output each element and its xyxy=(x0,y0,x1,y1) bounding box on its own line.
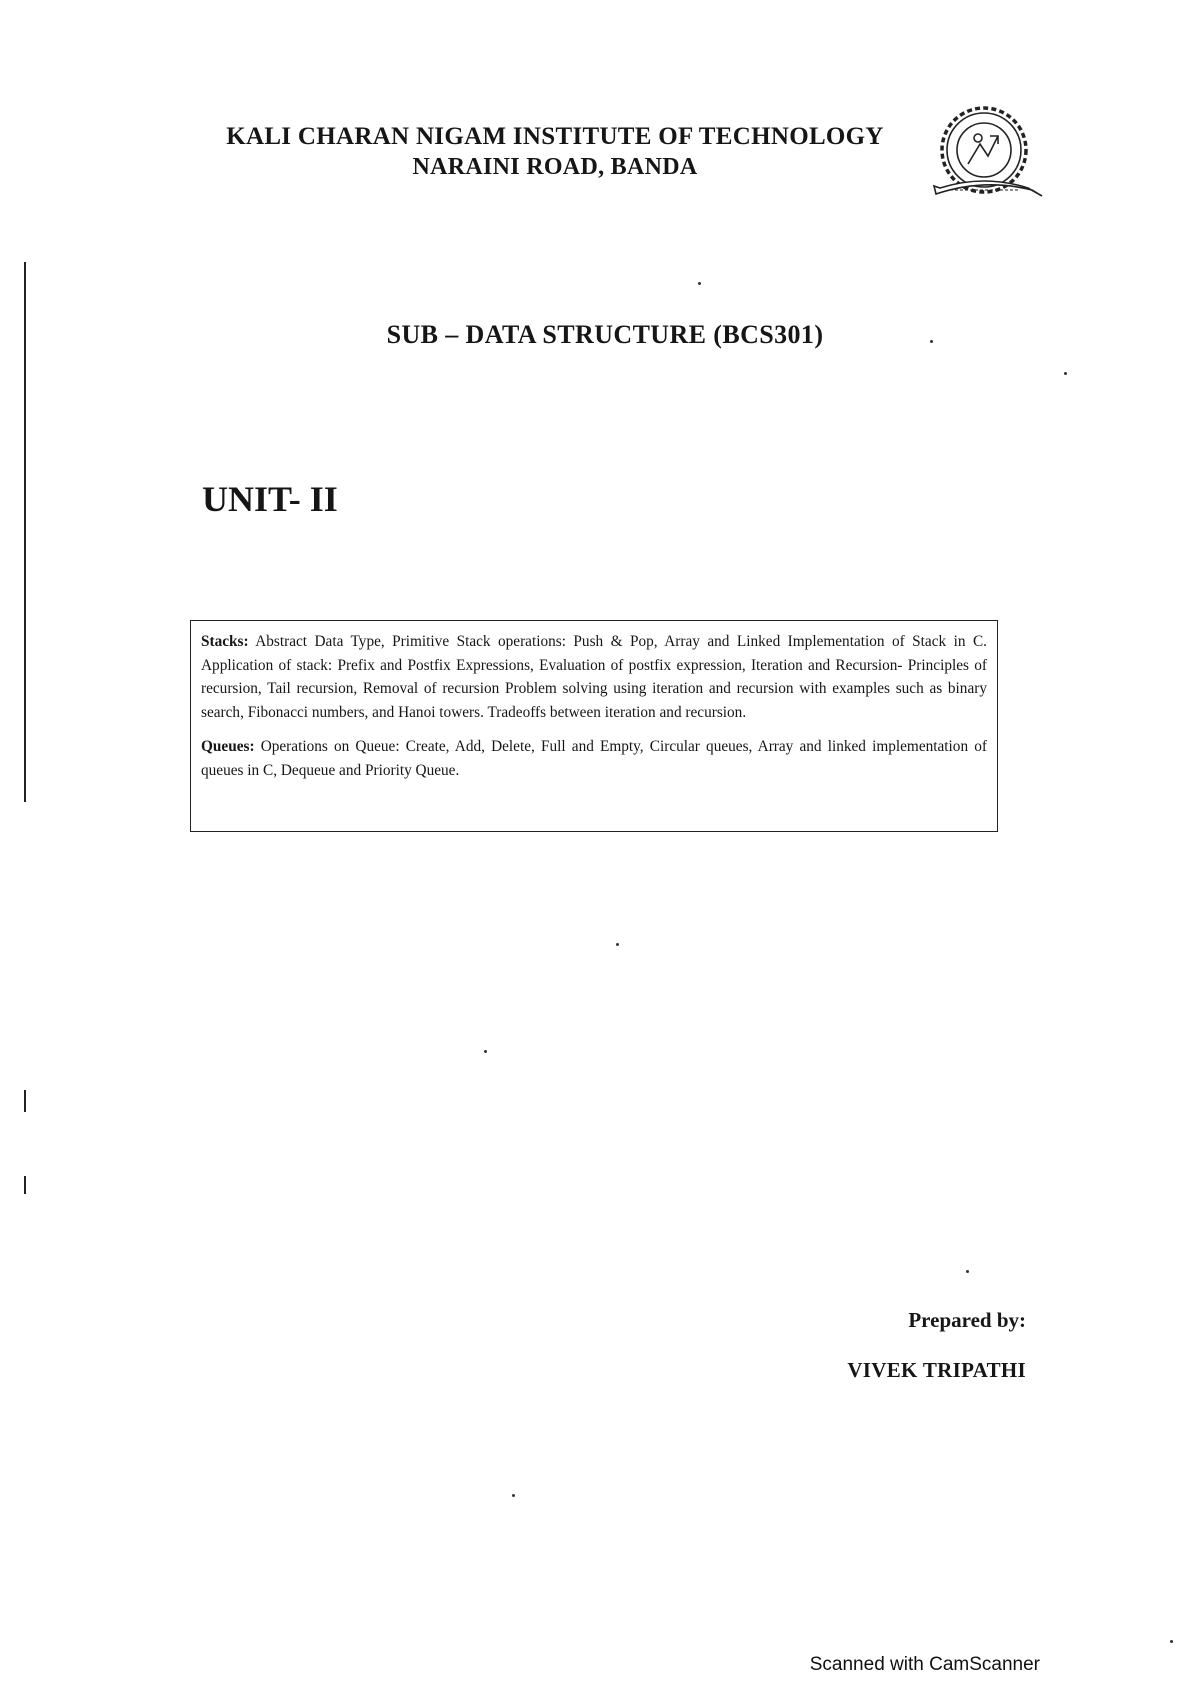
scan-speck xyxy=(512,1494,515,1497)
syllabus-box xyxy=(190,620,998,832)
binding-edge-mark xyxy=(24,1090,26,1112)
scan-speck xyxy=(966,1270,969,1273)
subject-title: SUB – DATA STRUCTURE (BCS301) xyxy=(386,320,824,349)
author-name: VIVEK TRIPATHI xyxy=(847,1358,1026,1382)
binding-edge-mark xyxy=(24,262,26,802)
stacks-heading: Stacks: xyxy=(201,633,249,650)
institute-name: KALI CHARAN NIGAM INSTITUTE OF TECHNOLOGY xyxy=(226,123,884,150)
institute-header xyxy=(200,122,910,182)
stacks-text: Abstract Data Type, Primitive Stack operations: Push & Pop, Array and Linked Implementation of Stack in C. Application of stack: Prefix and Postfix Expressions, Evaluation of postfix expression, Iteration and Recursion- Principles of recursion, Tail recursion, Removal of recursion Problem solving using iteration and recursion with examples such as binary search, Fibonacci numbers, and Hanoi towers. Tradeoffs between iteration and recursion. xyxy=(201,633,987,721)
prepared-by-label: Prepared by: xyxy=(908,1308,1026,1332)
scan-speck xyxy=(484,1050,487,1053)
binding-edge-mark xyxy=(24,1176,26,1194)
stacks-paragraph xyxy=(201,630,987,724)
unit-heading: UNIT- II xyxy=(202,479,338,519)
institute-address: NARAINI ROAD, BANDA xyxy=(412,154,698,180)
institute-emblem-icon xyxy=(932,104,1052,212)
queues-paragraph xyxy=(201,735,987,782)
scan-speck xyxy=(1170,1640,1173,1643)
scan-speck xyxy=(1064,372,1067,375)
queues-text: Operations on Queue: Create, Add, Delete, Full and Empty, Circular queues, Array and linked implementation of queues in C, Dequeue and Priority Queue. xyxy=(201,738,987,779)
scanner-watermark: Scanned with CamScanner xyxy=(809,1654,1040,1675)
queues-heading: Queues: xyxy=(201,738,255,756)
scan-speck xyxy=(698,282,701,285)
scan-speck xyxy=(616,943,619,946)
